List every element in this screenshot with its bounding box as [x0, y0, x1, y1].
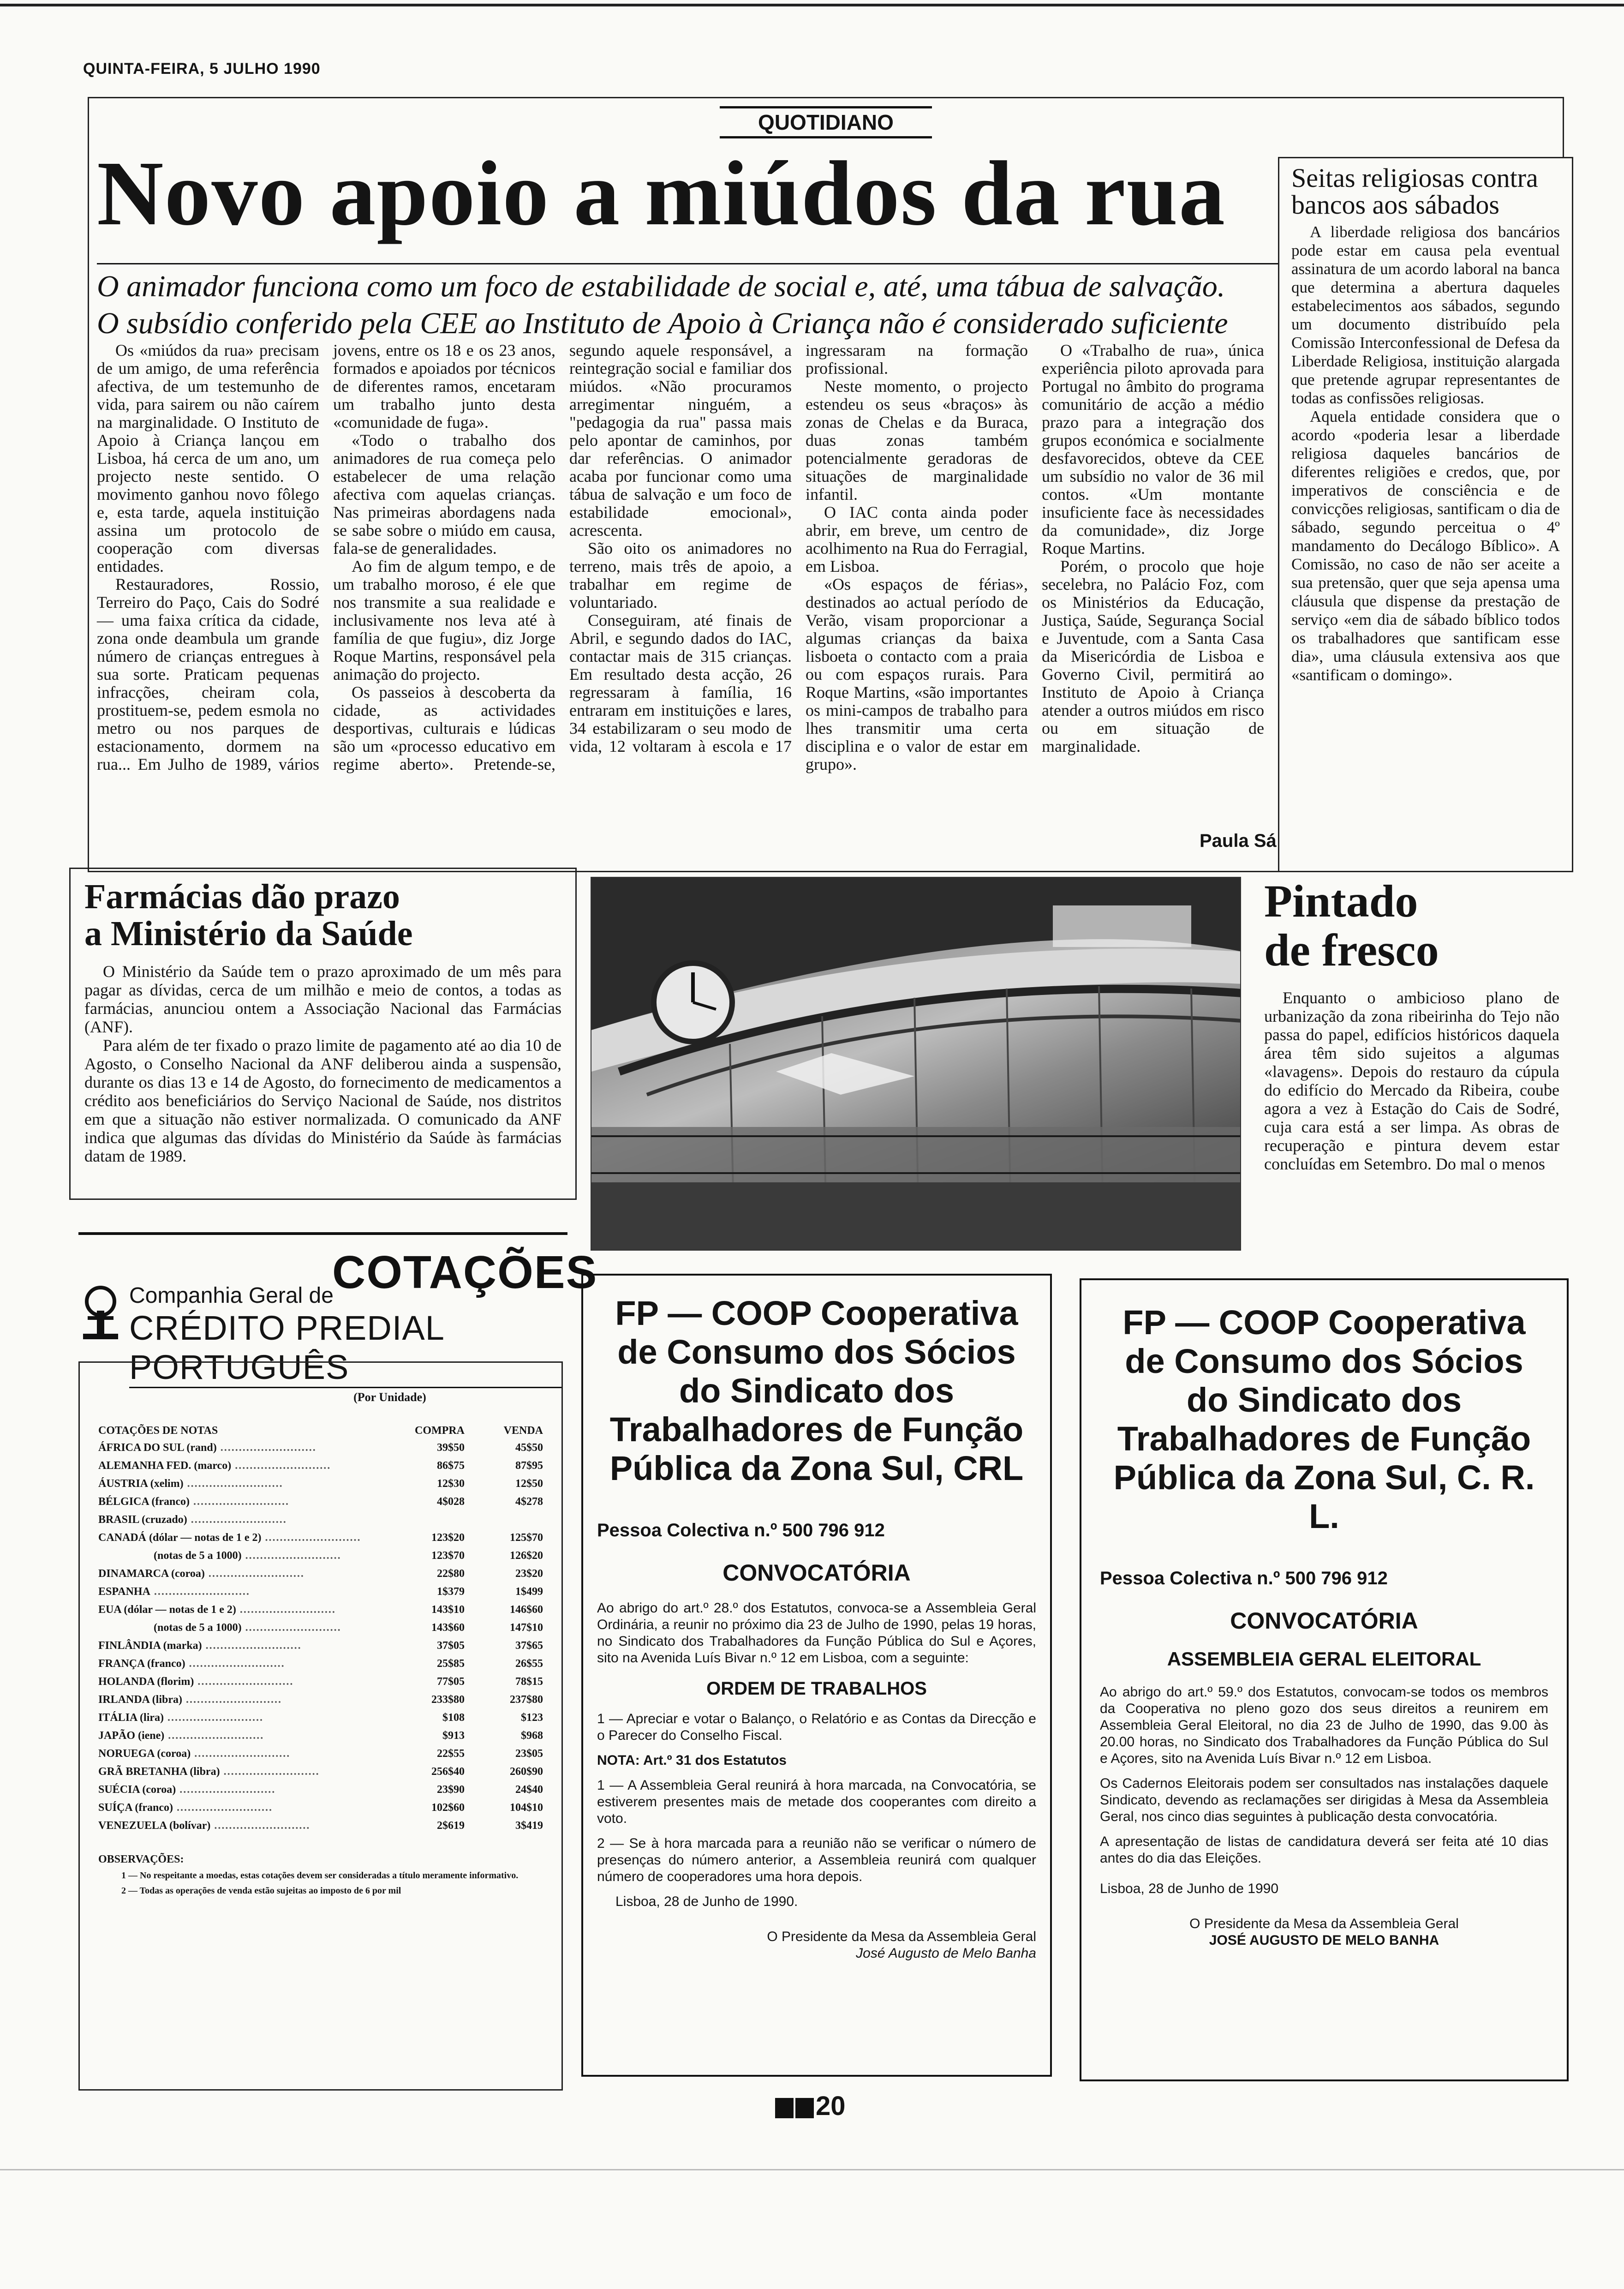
buy-rate: 1$379 [437, 1586, 465, 1598]
notice-date: Lisboa, 28 de Junho de 1990. [615, 1894, 798, 1909]
currency-label: FINLÂNDIA (marka) .......................... [98, 1640, 302, 1652]
sell-rate: 4$278 [515, 1496, 543, 1508]
cotacoes-table-box [78, 1361, 563, 2091]
currency-label: SUÉCIA (coroa) .......................... [98, 1784, 276, 1796]
farmacias-paragraph: O Ministério da Saúde tem o prazo aproximado de um mês para pagar as dívidas, cerca de um milhão e meio de contos, a todas as farmácias, anunciou ontem a Associação Nacional das Farmácias (ANF). [84, 962, 561, 1036]
dot-leader: .......................... [202, 1640, 302, 1652]
buy-rate: 12$30 [437, 1478, 465, 1490]
sell-rate: 87$95 [515, 1460, 543, 1472]
dot-leader: .......................... [190, 1496, 289, 1508]
pintado-article [1264, 877, 1559, 1255]
notice-paragraph: A apresentação de listas de candidatura deverá ser feita até 10 dias antes do dia das Eleições. [1100, 1834, 1548, 1866]
buy-rate: 77$05 [437, 1676, 465, 1688]
buy-rate: 2$619 [437, 1820, 465, 1832]
table-row [98, 1781, 543, 1799]
station-photo [591, 877, 1241, 1251]
page-number-value: 20 [816, 2091, 846, 2121]
notice-body [597, 1600, 1036, 1910]
dot-leader: .......................... [194, 1676, 294, 1688]
table-row [98, 1529, 543, 1547]
standfirst-line-2: O subsídio conferido pela CEE ao Instituto de Apoio à Criança não é considerado suficiente [97, 306, 1228, 340]
notice-note-title: NOTA: Art.º 31 dos Estatutos [597, 1753, 787, 1768]
table-row [98, 1547, 543, 1565]
lead-standfirst [97, 263, 1296, 342]
buy-rate: 143$60 [431, 1622, 465, 1634]
table-row [98, 1655, 543, 1673]
table-row [98, 1493, 543, 1511]
buy-rate: 123$20 [431, 1532, 465, 1544]
column-header-sell: VENDA [503, 1425, 543, 1437]
buy-rate: $108 [442, 1712, 465, 1724]
buy-rate [386, 1511, 465, 1529]
notice-signature-name: José Augusto de Melo Banha [856, 1946, 1036, 1961]
observations-title: OBSERVAÇÕES: [98, 1853, 184, 1865]
dot-leader: .......................... [204, 1568, 304, 1580]
cotacoes-table [98, 1423, 543, 1835]
sidebar-box [1278, 157, 1573, 872]
table-row [98, 1727, 543, 1745]
sell-rate: 237$80 [510, 1694, 543, 1706]
sell-rate: 37$65 [515, 1640, 543, 1652]
article-paragraph: São oito os animadores no terreno, mais três de apoio, a trabalhar em regime de voluntariado. [569, 539, 792, 611]
table-row [98, 1601, 543, 1619]
fp-coop-electoral-notice [1080, 1278, 1569, 2081]
publication-logo-icon [795, 2098, 814, 2118]
table-row [98, 1745, 543, 1763]
article-paragraph: Ao fim de algum tempo, e de um trabalho moroso, é ele que nos transmite a sua realidade e inclusivamente nos leva até à família de que fugiu», diz Jorge Roque Martins, responsável pela animação do projecto. [333, 557, 555, 683]
cotacoes-observations [98, 1853, 543, 1896]
notice-paragraph: Ao abrigo do art.º 28.º dos Estatutos, convoca-se a Assembleia Geral Ordinária, a reunir no próximo dia 23 de Julho de 1990, pelas 19 horas, no Sindicato dos Trabalhadores da Função Pública do Sul e Açores, sito na Avenida Luís Bivar n.º 12 em Lisboa, com a seguinte: [597, 1600, 1036, 1666]
sell-rate: 104$10 [510, 1802, 543, 1814]
notice-convocatoria: CONVOCATÓRIA [1230, 1608, 1418, 1634]
dot-leader: .......................... [261, 1532, 361, 1544]
notice-title: FP — COOP Cooperativa de Consumo dos Sócios do Sindicato dos Trabalhadores de Função Pública da Zona Sul, C. R. L. [1113, 1303, 1535, 1535]
fp-coop-ordinary-notice [581, 1274, 1052, 2077]
sell-rate: 125$70 [510, 1532, 543, 1544]
table-row [98, 1439, 543, 1457]
cotacoes-rows [98, 1439, 543, 1835]
sell-rate: $123 [521, 1712, 543, 1724]
sidebar-body [1291, 223, 1560, 684]
table-row [98, 1763, 543, 1781]
table-row [98, 1673, 543, 1691]
bottom-rule [0, 2169, 1624, 2170]
article-paragraph: Os passeios à descoberta da cidade, as actividades desportivas, culturais e lúdicas são um «processo educativo em regime aberto». Pretende-se, segundo aquele responsável, a reintegração social e familiar dos miúdos. «Não procuramos arregimentar ninguém, a "pedagogia da rua" passa mais pelo apontar de caminhos, por dar referências. O animador acaba por funcionar como uma tábua de salvação e um foco de estabilidade emocional», acrescenta. [333, 341, 792, 773]
observation-item: 1 — No respeitante a moedas, estas cotações devem ser consideradas a título meramente informativo. [121, 1870, 519, 1881]
article-paragraph: O IAC conta ainda poder abrir, em breve, um centro de acolhimento na Rua do Ferragial, em Lisboa. [806, 503, 1028, 575]
currency-label: ÁUSTRIA (xelim) .......................... [98, 1478, 283, 1490]
currency-label: SUÍÇA (franco) .......................... [98, 1802, 273, 1814]
buy-rate: 23$90 [437, 1784, 465, 1796]
currency-label: (notas de 5 a 1000) .......................... [154, 1622, 341, 1634]
article-paragraph: O «Trabalho de rua», única experiência piloto aprovada para Portugal no âmbito do programa comunitário de acção a médio prazo para a integração dos grupos económica e socialmente desfavorecidos, obteve da CEE um subsídio no valor de 36 mil contos. «Um montante insuficiente face às necessidades da comunidade», diz Jorge Roque Martins. [1042, 341, 1264, 557]
column-header-buy: COMPRA [415, 1425, 465, 1437]
notice-agenda-item: 1 — Apreciar e votar o Balanço, o Relatório e as Contas da Direcção e o Parecer do Conselho Fiscal. [597, 1711, 1036, 1743]
dot-leader: .......................... [185, 1658, 285, 1670]
buy-rate: 37$05 [437, 1640, 465, 1652]
dot-leader: .......................... [164, 1730, 264, 1742]
article-paragraph: Os «miúdos da rua» precisam de um amigo, de uma referência afectiva, de um testemunho de vida, para sairem ou não caírem na marginalidade. O Instituto de Apoio à Criança lançou em Lisboa, há cerca de um ano, um projecto neste sentido. O movimento ganhou novo fôlego e, esta tarde, aquela instituição assina um protocolo de cooperação com diversas entidades. [97, 341, 319, 575]
buy-rate: 256$40 [431, 1766, 465, 1778]
currency-label: FRANÇA (franco) .......................... [98, 1658, 285, 1670]
farmacias-article [69, 868, 577, 1200]
currency-label: IRLANDA (libra) .......................... [98, 1694, 282, 1706]
currency-label: ITÁLIA (lira) .......................... [98, 1712, 264, 1724]
notice-note-item: 1 — A Assembleia Geral reunirá à hora marcada, na Convocatória, se estiverem presentes mais de metade dos cooperantes com direito a voto. [597, 1778, 1036, 1826]
table-row [98, 1637, 543, 1655]
sidebar-paragraph: Aquela entidade considera que o acordo «poderia lesar a liberdade religiosa daqueles bancários de diferentes religiões e credos, que, por imperativos de consciência e de convicções religiosas, santificam o dia de sábado, segundo perceitua o 4º mandamento do Decálogo Bíblico». A Comissão, no caso de não ser aceite a sua pretensão, quer que seja apensa uma cláusula que dispense da prestação de serviço «em dia de sábado bíblico todos os trabalhadores que santificam esse dia», uma cláusula extensiva aos que «santificam o domingo». [1291, 407, 1560, 684]
table-row [98, 1511, 543, 1529]
buy-rate: 143$10 [431, 1604, 465, 1616]
dot-leader: .......................... [176, 1784, 276, 1796]
notice-subtitle: ASSEMBLEIA GERAL ELEITORAL [1167, 1648, 1481, 1670]
article-paragraph: «Todo o trabalho dos animadores de rua começa pelo estabelecer de uma relação afectiva com aquelas crianças. Nas primeiras abordagens nada se sabe sobre o miúdo em causa, fala-se de generalidades. [333, 431, 555, 557]
currency-label: ESPANHA .......................... [98, 1586, 250, 1598]
cotacoes-unit: (Por Unidade) [353, 1390, 426, 1404]
notice-signature-role: O Presidente da Mesa da Assembleia Geral [767, 1929, 1036, 1944]
sell-rate: 260$90 [510, 1766, 543, 1778]
article-paragraph: Restauradores, Rossio, Terreiro do Paço, Cais do Sodré — uma faixa crítica da cidade, zona onde deambula um grande número de crianças entregues à sua sorte. Praticam pequenas infracções, cheiram cola, prostituem-se, pedem esmola no metro ou nos parques de estacionamento, dormem na rua... Em Julho de 1989, vários jovens, entre os 18 e os 23 anos, formados e apoiados por técnicos de diferentes ramos, encetaram um trabalho junto desta «comunidade de fuga». [97, 341, 555, 773]
column-header-label: COTAÇÕES DE NOTAS [98, 1425, 218, 1437]
lead-article-body [97, 342, 1264, 849]
section-tag: QUOTIDIANO [720, 106, 932, 138]
table-row [98, 1457, 543, 1475]
sell-rate: 147$10 [510, 1622, 543, 1634]
buy-rate: 22$55 [437, 1748, 465, 1760]
sell-rate: 23$20 [515, 1568, 543, 1580]
sell-rate: 1$499 [515, 1586, 543, 1598]
currency-label: ALEMANHA FED. (marco) .......................... [98, 1460, 331, 1472]
notice-paragraph: Os Cadernos Eleitorais podem ser consultados nas instalações daquele Sindicato, devendo as reclamações ser dirigidas à Mesa da Assembleia Geral, nos cinco dias seguintes à publicação desta convocatória. [1100, 1776, 1548, 1824]
dot-leader: .......................... [216, 1442, 316, 1454]
buy-rate: 25$85 [437, 1658, 465, 1670]
notice-signature [597, 1929, 1036, 1962]
sidebar-paragraph: A liberdade religiosa dos bancários pode estar em causa pela eventual assinatura de um acordo laboral na banca que determina a abertura daqueles estabelecimentos aos sábados, segundo um documento distribuído pela Comissão Interconfessional de Defesa da Liberdade Religiosa, instituição alargada que pretende agrupar representantes de todas as confissões religiosas. [1291, 223, 1560, 407]
dot-leader: .......................... [220, 1766, 320, 1778]
table-row [98, 1691, 543, 1709]
notice-convocatoria: CONVOCATÓRIA [722, 1560, 911, 1586]
buy-rate: 4$028 [437, 1496, 465, 1508]
observation-item: 2 — Todas as operações de venda estão sujeitas ao imposto de 6 por mil [121, 1886, 401, 1896]
pintado-headline-line-1: Pintado [1264, 875, 1418, 927]
bank-name-line-1: Companhia Geral de [129, 1283, 334, 1308]
table-row [98, 1799, 543, 1817]
farmacias-headline-line-1: Farmácias dão prazo [84, 877, 400, 916]
currency-label: NORUEGA (coroa) .......................... [98, 1748, 291, 1760]
article-paragraph: «Os espaços de férias», destinados ao actual período de Verão, visam proporcionar a algumas crianças da baixa lisboeta o contacto com a praia ou com espaços rurais. Para Roque Martins, «são importantes os mini-campos de trabalho para lhes transmitir uma certa disciplina e o valor de estar em grupo». [806, 575, 1028, 773]
page-number [775, 2091, 846, 2121]
dot-leader: .......................... [241, 1622, 341, 1634]
currency-label: CANADÁ (dólar — notas de 1 e 2) .......................... [98, 1532, 361, 1544]
currency-label: VENEZUELA (bolívar) .......................... [98, 1820, 310, 1832]
farmacias-body [84, 962, 561, 1165]
notice-signature-name: JOSÉ AUGUSTO DE MELO BANHA [1209, 1933, 1439, 1948]
sell-rate: 45$50 [515, 1442, 543, 1454]
sell-rate: 78$15 [515, 1676, 543, 1688]
notice-paragraph: Ao abrigo do art.º 59.º dos Estatutos, convocam-se todos os membros da Cooperativa no pleno gozo dos seus direitos a reunirem em Assembleia Geral Eleitoral, no dia 23 de Julho de 1990, das 9.00 às 20.00 horas, no Sindicato dos Trabalhadores da Função Pública do Sul e Açores, sito na Avenida Luís Bivar n.º 12 em Lisboa. [1100, 1684, 1548, 1766]
table-row [98, 1475, 543, 1493]
sell-rate: 12$50 [515, 1478, 543, 1490]
notice-title: FP — COOP Cooperativa de Consumo dos Sócios do Sindicato dos Trabalhadores de Função Pública da Zona Sul, CRL [609, 1294, 1024, 1487]
currency-label: GRÃ BRETANHA (libra) .......................... [98, 1766, 320, 1778]
table-row [98, 1583, 543, 1601]
sidebar-title: Seitas religiosas contra bancos aos sábados [1291, 163, 1538, 220]
sell-rate: 126$20 [510, 1550, 543, 1562]
buy-rate: 86$75 [437, 1460, 465, 1472]
article-paragraph: Porém, o procolo que hoje secelebra, no Palácio Foz, com os Ministérios da Educação, Justiça, Saúde, Segurança Social e Juventude, com a Santa Casa da Misericórdia de Lisboa e Governo Civil, permitirá ao Instituto de Apoio à Criança atender a outros miúdos em risco ou em situação de marginalidade. [1042, 557, 1264, 755]
dot-leader: .......................... [187, 1514, 287, 1526]
farmacias-headline [84, 878, 561, 952]
notice-note-item: 2 — Se à hora marcada para a reunião não se verificar o número de presenças do número anterior, a Assembleia reunirá com qualquer número de cooperadores uma hora depois. [597, 1836, 1036, 1884]
buy-rate: 22$80 [437, 1568, 465, 1580]
dot-leader: .......................... [173, 1802, 273, 1814]
dot-leader: .......................... [210, 1820, 310, 1832]
notice-date: Lisboa, 28 de Junho de 1990 [1100, 1881, 1278, 1896]
sell-rate: 3$419 [515, 1820, 543, 1832]
sell-rate: 26$55 [515, 1658, 543, 1670]
currency-label: BÉLGICA (franco) .......................... [98, 1496, 289, 1508]
pintado-paragraph: Enquanto o ambicioso plano de urbanização da zona ribeirinha do Tejo não passa do papel, edifícios históricos daquela área têm sido sujeitos a algumas «lavagens». Depois do restauro da cúpula do edifício do Mercado da Ribeira, coube agora a vez à Estação do Cais de Sodré, cuja cara está a ser limpa. As obras de recuperação e pintura devem estar concluídas em Setembro. Do mal o menos [1264, 989, 1559, 1173]
lead-headline: Novo apoio a miúdos da rua [97, 143, 1226, 245]
buy-rate: 102$60 [431, 1802, 465, 1814]
sell-rate: 23$05 [515, 1748, 543, 1760]
table-row [98, 1565, 543, 1583]
farmacias-paragraph: Para além de ter fixado o prazo limite de pagamento até ao dia 10 de Agosto, o Conselho Nacional da ANF deliberou ainda a suspensão, durante os dias 13 e 14 de Agosto, do fornecimento de medicamentos a crédito aos beneficiários do Serviço Nacional de Saúde, nos distritos em que a situação não estiver normalizada. O comunicado da ANF indica que algumas das dívidas do Ministério da Saúde às farmácias datam de 1989. [84, 1036, 561, 1165]
pintado-headline-line-2: de fresco [1264, 924, 1439, 976]
dot-leader: .......................... [164, 1712, 264, 1724]
notice-body [1100, 1684, 1548, 1897]
currency-label: (notas de 5 a 1000) .......................... [154, 1550, 341, 1562]
dot-leader: .......................... [236, 1604, 336, 1616]
currency-label: DINAMARCA (coroa) .......................... [98, 1568, 304, 1580]
page-date: QUINTA-FEIRA, 5 JULHO 1990 [83, 60, 321, 78]
currency-label: ÁFRICA DO SUL (rand) .......................... [98, 1442, 316, 1454]
buy-rate: 123$70 [431, 1550, 465, 1562]
article-paragraph: Conseguiram, até finais de Abril, e segundo dados do IAC, contactar mais de 315 crianças. Em resultado desta acção, 26 regressaram à família, 16 entraram em instituições e lares, 34 estabilizaram o seu modo de vida, 12 voltaram à escola e 17 ingressaram na formação profissional. [569, 341, 1028, 755]
notice-signature-role: O Presidente da Mesa da Assembleia Geral [1189, 1916, 1459, 1931]
notice-pessoa-colectiva: Pessoa Colectiva n.º 500 796 912 [1100, 1568, 1388, 1588]
currency-label: HOLANDA (florim) .......................... [98, 1676, 294, 1688]
cotacoes-rule [78, 1232, 567, 1235]
station-photo-illustration [591, 878, 1241, 1251]
dot-leader: .......................... [241, 1550, 341, 1562]
notice-pessoa-colectiva: Pessoa Colectiva n.º 500 796 912 [597, 1520, 885, 1540]
lead-byline: Paula Sá [1200, 831, 1277, 851]
standfirst-line-1: O animador funciona como um foco de estabilidade de social e, até, uma tábua de salvação. [97, 270, 1225, 303]
sell-rate [465, 1511, 543, 1529]
sell-rate: $968 [521, 1730, 543, 1742]
currency-label: EUA (dólar — notas de 1 e 2) .......................... [98, 1604, 336, 1616]
publication-logo-icon [775, 2098, 794, 2118]
table-row [98, 1817, 543, 1835]
dot-leader: .......................... [191, 1748, 291, 1760]
bank-name-line-2: CRÉDITO PREDIAL PORTUGUÊS [129, 1308, 563, 1388]
top-rule [0, 4, 1624, 6]
notice-signature [1100, 1916, 1548, 1949]
article-paragraph: Neste momento, o projecto estendeu os seus «braços» às zonas de Chelas e da Buraca, duas zonas também potencialmente geradoras de situações de marginalidade infantil. [806, 377, 1028, 503]
sell-rate: 146$60 [510, 1604, 543, 1616]
pintado-headline [1264, 877, 1559, 975]
buy-rate: 233$80 [431, 1694, 465, 1706]
pintado-body [1264, 989, 1559, 1173]
table-row [98, 1709, 543, 1727]
currency-label: BRASIL (cruzado) .......................... [98, 1514, 287, 1526]
farmacias-headline-line-2: a Ministério da Saúde [84, 914, 413, 953]
dot-leader: .......................... [182, 1694, 282, 1706]
notice-agenda-title: ORDEM DE TRABALHOS [706, 1678, 927, 1699]
buy-rate: $913 [442, 1730, 465, 1742]
dot-leader: .......................... [231, 1460, 331, 1472]
buy-rate: 39$50 [437, 1442, 465, 1454]
cotacoes-title: COTAÇÕES [332, 1246, 598, 1298]
dot-leader: .......................... [183, 1478, 283, 1490]
table-row [98, 1619, 543, 1637]
currency-label: JAPÃO (iene) .......................... [98, 1730, 264, 1742]
sell-rate: 24$40 [515, 1784, 543, 1796]
dot-leader: .......................... [150, 1586, 250, 1598]
